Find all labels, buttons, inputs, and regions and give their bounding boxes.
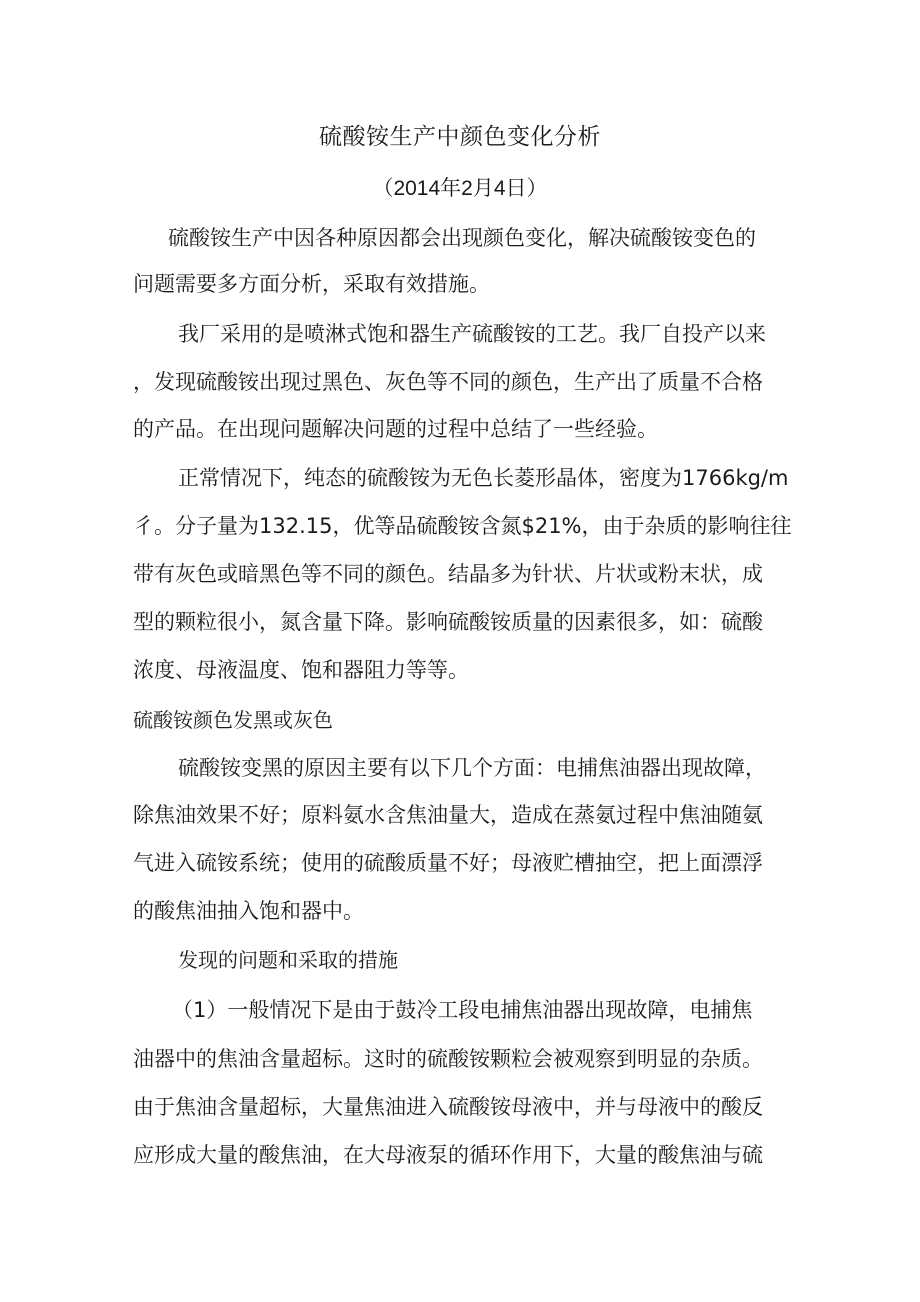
text-line: 带有灰色或暗黑色等不同的颜色。结晶多为针状、片状或粉末状，成 — [133, 562, 763, 586]
text-line: 油器中的焦油含量超标。这时的硫酸铵颗粒会被观察到明显的杂质。 — [133, 1047, 763, 1071]
text-line: 硫酸铵生产中因各种原因都会出现颜色变化，解决硫酸铵变色的 — [168, 226, 756, 250]
text-line: 的产品。在出现问题解决问题的过程中总结了一些经验。 — [133, 417, 658, 441]
text-line: （1）一般情况下是由于鼓冷工段电捕焦油器出现故障，电捕焦 — [172, 998, 753, 1022]
text-line: 硫酸铵变黑的原因主要有以下几个方面：电捕焦油器出现故障， — [178, 756, 766, 780]
section-heading: 硫酸铵颜色发黑或灰色 — [133, 708, 333, 732]
text-line: 彳。分子量为132.15，优等品硫酸铵含氮$21%，由于杂质的影响往往 — [133, 514, 792, 538]
text-line: 应形成大量的酸焦油，在大母液泵的循环作用下，大量的酸焦油与硫 — [133, 1143, 763, 1167]
text-line: 正常情况下，纯态的硫酸铵为无色长菱形晶体，密度为1766kg/m — [178, 466, 789, 490]
text-line: 问题需要多方面分析，采取有效措施。 — [133, 272, 490, 296]
text-line: ，发现硫酸铵出现过黑色、灰色等不同的颜色，生产出了质量不合格 — [133, 370, 763, 394]
text-line: 浓度、母液温度、饱和器阻力等等。 — [133, 658, 469, 682]
text-line: 我厂采用的是喷淋式饱和器生产硫酸铵的工艺。我厂自投产以来 — [178, 322, 766, 346]
text-line: 的酸焦油抽入饱和器中。 — [133, 899, 364, 923]
document-title: 硫酸铵生产中颜色变化分析 — [319, 124, 601, 150]
text-line: 由于焦油含量超标，大量焦油进入硫酸铵母液中，并与母液中的酸反 — [133, 1095, 763, 1119]
section-heading: 发现的问题和采取的措施 — [178, 948, 398, 972]
text-line: 除焦油效果不好；原料氨水含焦油量大，造成在蒸氨过程中焦油随氨 — [133, 803, 763, 827]
document-date: （2014年2月4日） — [372, 177, 548, 200]
text-line: 型的颗粒很小，氮含量下降。影响硫酸铵质量的因素很多，如：硫酸 — [133, 610, 763, 634]
text-line: 气进入硫铵系统；使用的硫酸质量不好；母液贮槽抽空，把上面漂浮 — [133, 851, 763, 875]
